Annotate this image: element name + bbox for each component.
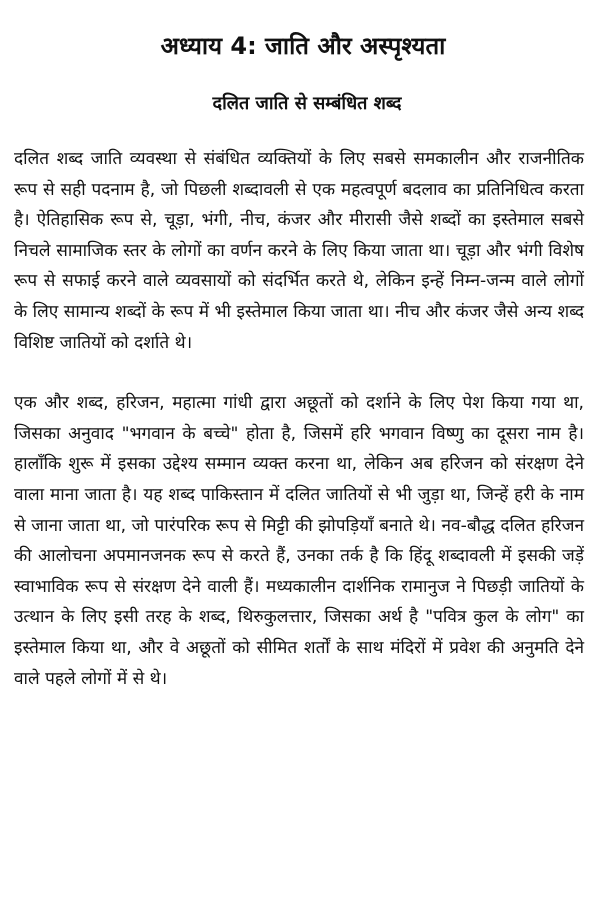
section-title: दलित जाति से सम्बंधित शब्द bbox=[212, 93, 402, 114]
paragraph-1: दलित शब्द जाति व्यवस्था से संबंधित व्यक्तियों के लिए सबसे समकालीन और राजनीतिक रूप से सही पदनाम है, जो पिछली शब्दावली से एक महत्वपूर्ण बदलाव का प्रतिनिधित्व करता है। ऐतिहासिक रूप से, चूड़ा, भंगी, नीच, कंजर और मीरासी जैसे शब्दों का इस्तेमाल सबसे निचले सामाजिक स्तर के लोगों का वर्णन करने के लिए किया जाता था। चूड़ा और भंगी विशेष रूप से सफाई करने वाले व्यवसायों को संदर्भित करते थे, लेकिन इन्हें निम्न-जन्म वाले लोगों के लिए सामान्य शब्दों के रूप में भी इस्तेमाल किया जाता था। नीच और कंजर जैसे अन्य शब्द विशिष्ट जातियों को दर्शाते थे। bbox=[14, 149, 585, 353]
chapter-title: अध्याय 4: जाति और अस्पृश्यता bbox=[160, 32, 446, 60]
paragraph-2: एक और शब्द, हरिजन, महात्मा गांधी द्वारा अछूतों को दर्शाने के लिए पेश किया गया था, जिसका अनुवाद "भगवान के बच्चे" होता है, जिसमें हरि भगवान विष्णु का दूसरा नाम है। हालाँकि शुरू में इसका उद्देश्य सम्मान व्यक्त करना था, लेकिन अब हरिजन को संरक्षण देने वाला माना जाता है। यह शब्द पाकिस्तान में दलित जातियों से भी जुड़ा था, जिन्हें हरी के नाम से जाना जाता था, जो पारंपरिक रूप से मिट्टी की झोपड़ियाँ बनाते थे। नव-बौद्ध दलित हरिजन की आलोचना अपमानजनक रूप से करते हैं, उनका तर्क है कि हिंदू शब्दावली में इसकी जड़ें स्वाभाविक रूप से संरक्षण देने वाली हैं। मध्यकालीन दार्शनिक रामानुज ने पिछड़ी जातियों के उत्थान के लिए इसी तरह के शब्द, थिरुकुलत्तार, जिसका अर्थ है "पवित्र कुल के लोग" का इस्तेमाल किया था, और वे अछूतों को सीमित शर्तों के साथ मंदिरों में प्रवेश की अनुमति देने वाले पहले लोगों में से थे। bbox=[14, 393, 584, 689]
